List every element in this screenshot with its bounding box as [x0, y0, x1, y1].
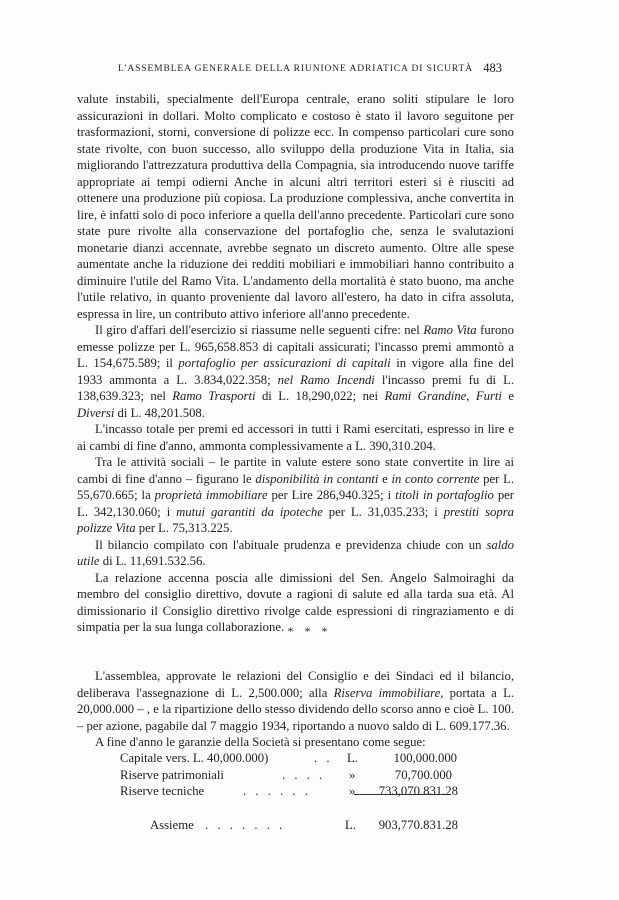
currency-mark: L.	[347, 751, 358, 765]
text-run: per L. 75,313.225.	[135, 521, 233, 535]
row-label: Riserve patrimoniali	[120, 767, 224, 782]
guarantee-row-capital	[77, 750, 514, 767]
text-run: furono emesse polizze per L. 965,658.853 di capitali assicurati; l'incasso premi ammontò a L. 154,675.589; il	[77, 323, 514, 370]
currency-mark: L.	[345, 817, 356, 832]
text-run: di L. 11,691.532.56.	[99, 554, 206, 568]
paragraph-8: A fine d'anno le garanzie della Società si presentano come segue:	[95, 735, 426, 749]
row-value: 733,070.831.28	[378, 784, 458, 798]
guarantee-row-technical	[77, 783, 514, 800]
text-run: l'incasso premi fu di L. 138,639.323; nel	[77, 372, 514, 403]
leader-dots: . . . .	[282, 767, 326, 782]
paragraph-5	[77, 537, 514, 570]
italic-term: Ramo Trasporti	[172, 389, 256, 403]
paragraph-2	[77, 322, 514, 421]
leader-dots: . . . . . .	[243, 784, 311, 798]
paragraph-4	[77, 454, 514, 537]
text-run: Tra le attività sociali – le partite in valute estere sono state convertite in lire ai cambi di fine d'anno – figurano le	[77, 455, 514, 486]
row-label: Riserve tecniche	[120, 784, 205, 798]
text-run: Il bilancio compilato con l'abituale prudenza e previdenza chiude con un	[95, 537, 487, 552]
row-value: 100,000.000	[393, 751, 457, 765]
italic-term: Rami Grandine, Furti	[384, 389, 502, 403]
italic-term: titoli in portafoglio	[395, 488, 494, 502]
italic-term: Riserva immobiliare	[333, 685, 441, 700]
text-run: di L. 48,201.508.	[114, 405, 205, 420]
guarantees-table	[77, 750, 514, 833]
text-run: in vigore alla fine del 1933 ammonta a L. 3.834,022.358;	[77, 356, 514, 387]
sum-rule	[354, 794, 450, 795]
italic-term: saldo utile	[77, 537, 514, 568]
row-label: Capitale vers. L. 40,000.000)	[120, 751, 269, 765]
text-run: , portata a L. 20,000.000 – , e la ripartizione dello stesso dividendo dello scorso anno e cioè L. 100. – per azione, pagabile dal 7 maggio 1934, riportando a nuovo saldo di L. 609.177.36.	[77, 685, 515, 733]
guarantee-row-total	[77, 817, 514, 834]
text-run: per L. 342,130.060; i	[77, 488, 515, 519]
italic-term: portafoglio per assicurazioni di capitali	[178, 356, 391, 370]
row-value: 903,770.831.28	[378, 817, 458, 832]
paragraph-7	[77, 668, 514, 734]
page-number: 483	[483, 61, 502, 75]
running-title: L'ASSEMBLEA GENERALE DELLA RIUNIONE ADRIATICA DI SICURTÀ	[118, 64, 474, 74]
currency-mark: »	[349, 767, 356, 782]
paragraph-3: L'incasso totale per premi ed accessori in tutti i Rami esercitati, espresso in lire e ai cambi di fine d'anno, ammonta complessivamente a L. 390,310.204.	[77, 422, 514, 453]
italic-term: disponibilità in contanti	[255, 471, 379, 486]
text-run: per L. 31,035.233; i	[322, 504, 444, 519]
text-run: per Lire 286,940.325; i	[267, 488, 396, 502]
italic-term: mutui garantiti da ipoteche	[176, 504, 323, 519]
guarantee-row-patrimonial	[77, 767, 514, 784]
text-run: Il giro d'affari dell'esercizio si riassume nelle seguenti cifre: nel	[95, 323, 424, 337]
assembly-text	[77, 668, 514, 751]
text-run: L'assemblea, approvate le relazioni del Consiglio e dei Sindaci ed il bilancio, deliberava l'assegnazione di L. 2,500.000; alla	[77, 669, 514, 700]
italic-term: in conto corrente	[391, 471, 480, 486]
section-ornament: * * *	[287, 624, 332, 638]
italic-term: Ramo Vita	[423, 323, 477, 337]
italic-term: Diversi	[77, 405, 115, 420]
text-run: per L. 55,670.665; la	[77, 471, 514, 502]
main-text	[77, 91, 514, 636]
italic-term: prestiti sopra polizze Vita	[77, 504, 514, 535]
text-run: di L. 18,290,022; nei	[255, 389, 385, 403]
text-run: e	[378, 471, 392, 486]
text-run: e	[501, 389, 515, 403]
row-label: Assieme	[150, 817, 194, 832]
italic-term: nel Ramo Incendi	[277, 372, 375, 387]
leader-dots: . .	[314, 751, 333, 765]
paragraph-6: La relazione accenna poscia alle dimissioni del Sen. Angelo Salmoiraghi da membro del consiglio direttivo, dovute a ragioni di salute ed alla tarda sua età. Al dimissionario il Consiglio direttivo rivolge calde espressioni di ringraziamento e di simpatia per la sua lunga collaborazione.	[77, 570, 514, 634]
leader-dots: . . . . . . .	[205, 817, 286, 832]
row-value: 70,700.000	[394, 767, 452, 782]
currency-mark: »	[349, 784, 356, 798]
paragraph-1: valute instabili, specialmente dell'Europa centrale, erano soliti stipulare le loro assicurazioni in dollari. Molto complicato e costoso è stato il lavoro seguitone per trasformazioni, storni, conversione di polizze ecc. In compenso particolari cure sono state rivolte, con buon successo, allo sviluppo della produzione Vita in Italia, sia migliorando l'attrezzatura produttiva della Compagnia, sia introducendo nuove tariffe appropriate ai tempi odierni Anche in alcuni altri territori esteri si è riusciti ad ottenere una produzione più copiosa. La produzione complessiva, anche convertita in lire, è infatti solo di poco inferiore a quella dell'anno precedente. Particolari cure sono state pure rivolte alla conservazione del portafoglio che, senza le svalutazioni monetarie dianzi accennate, avrebbe segnato un discreto aumento. Oltre alle spese aumentate anche la riduzione dei redditi mobiliari e immobiliari hanno contribuito a diminuire l'utile del Ramo Vita. L'andamento della mortalità è stato buono, ma anche l'utile relativo, in quanto proveniente dal lavoro all'estero, ha dato in cifra assoluta, espressa in lire, un contributo attivo inferiore all'anno precedente.	[77, 92, 514, 321]
italic-term: proprietà immobiliare	[154, 488, 268, 502]
